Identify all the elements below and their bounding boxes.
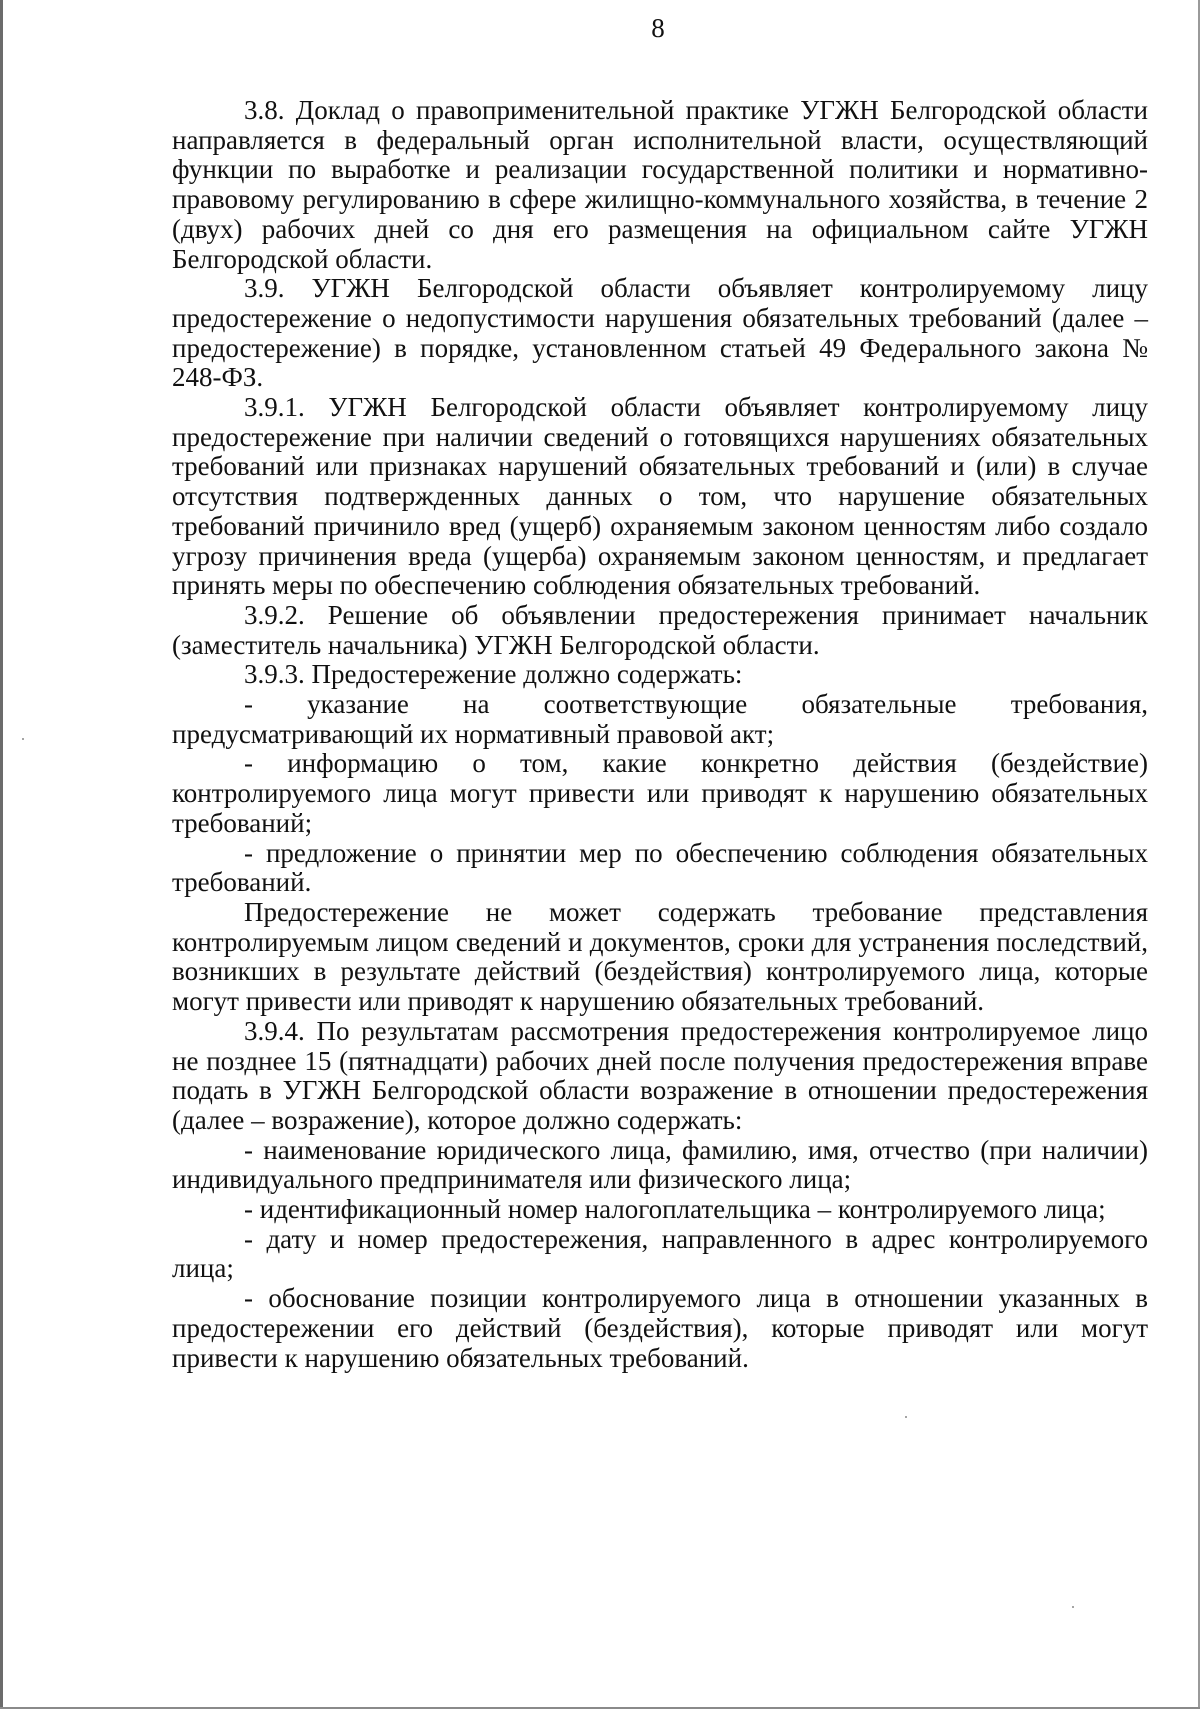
paragraph-3-9-4: 3.9.4. По результатам рассмотрения предостережения контролируемое лицо не позднее 15 (пятнадцати) рабочих дней после получения предостережения вправе подать в УГЖН Белгородской области возражение в отношении предостережения (далее – возражение), которое должно содержать: bbox=[172, 1015, 1148, 1135]
paragraph-3-8: 3.8. Доклад о правоприменительной практике УГЖН Белгородской области направляется в федеральный орган исполнительной власти, осуществляющий функции по выработке и реализации государственной политики и нормативно-правовому регулированию в сфере жилищно-коммунального хозяйства, в течение 2 (двух) рабочих дней со дня его размещения на официальном сайте УГЖН Белгородской области. bbox=[172, 95, 1148, 274]
list-item-requirements: - указание на соответствующие обязательные требования, предусматривающий их нормативный правовой акт; bbox=[172, 689, 1148, 749]
list-item-taxpayer-id: - идентификационный номер налогоплательщика – контролируемого лица; bbox=[244, 1194, 1106, 1225]
document-body bbox=[172, 96, 1148, 1373]
page-number: 8 bbox=[651, 13, 665, 43]
paragraph-3-9-2: 3.9.2. Решение об объявлении предостережения принимает начальник (заместитель начальника) УГЖН Белгородской области. bbox=[172, 599, 1148, 660]
list-item-entity-name: - наименование юридического лица, фамилию, имя, отчество (при наличии) индивидуального предпринимателя или физического лица; bbox=[172, 1134, 1148, 1195]
scan-left-edge bbox=[0, 0, 3, 1709]
scan-speck bbox=[22, 738, 24, 740]
scan-speck bbox=[1072, 1606, 1074, 1608]
list-item-position-justification: - обоснование позиции контролируемого лица в отношении указанных в предостережении его действий (бездействия), которые приводят или могут привести к нарушению обязательных требований. bbox=[172, 1283, 1148, 1373]
paragraph-warning-restrictions: Предостережение не может содержать требование представления контролируемым лицом сведений и документов, сроки для устранения последствий, возникших в результате действий (бездействия) контролируемого лица, которые могут привести или приводят к нарушению обязательных требований. bbox=[172, 896, 1148, 1017]
list-item-actions-info: - информацию о том, какие конкретно действия (бездействие) контролируемого лица могут привести или приводят к нарушению обязательных требований; bbox=[172, 748, 1148, 838]
list-item-measures-proposal: - предложение о принятии мер по обеспечению соблюдения обязательных требований. bbox=[172, 837, 1148, 898]
scan-speck bbox=[905, 1416, 907, 1418]
list-item-warning-date-number: - дату и номер предостережения, направленного в адрес контролируемого лица; bbox=[172, 1223, 1148, 1284]
paragraph-3-9: 3.9. УГЖН Белгородской области объявляет контролируемому лицу предостережение о недопустимости нарушения обязательных требований (далее – предостережение) в порядке, установленном статьей 49 Федерального закона № 248-ФЗ. bbox=[172, 273, 1148, 393]
paragraph-3-9-1: 3.9.1. УГЖН Белгородской области объявляет контролируемому лицу предостережение при наличии сведений о готовящихся нарушениях обязательных требований или признаках нарушений обязательных требований и (или) в случае отсутствия подтвержденных данных о том, что нарушение обязательных требований причинило вред (ущерб) охраняемым законом ценностям либо создало угрозу причинения вреда (ущерба) охраняемым законом ценностям, и предлагает принять меры по обеспечению соблюдения обязательных требований. bbox=[172, 392, 1148, 601]
paragraph-3-9-3: 3.9.3. Предостережение должно содержать: bbox=[244, 659, 743, 690]
